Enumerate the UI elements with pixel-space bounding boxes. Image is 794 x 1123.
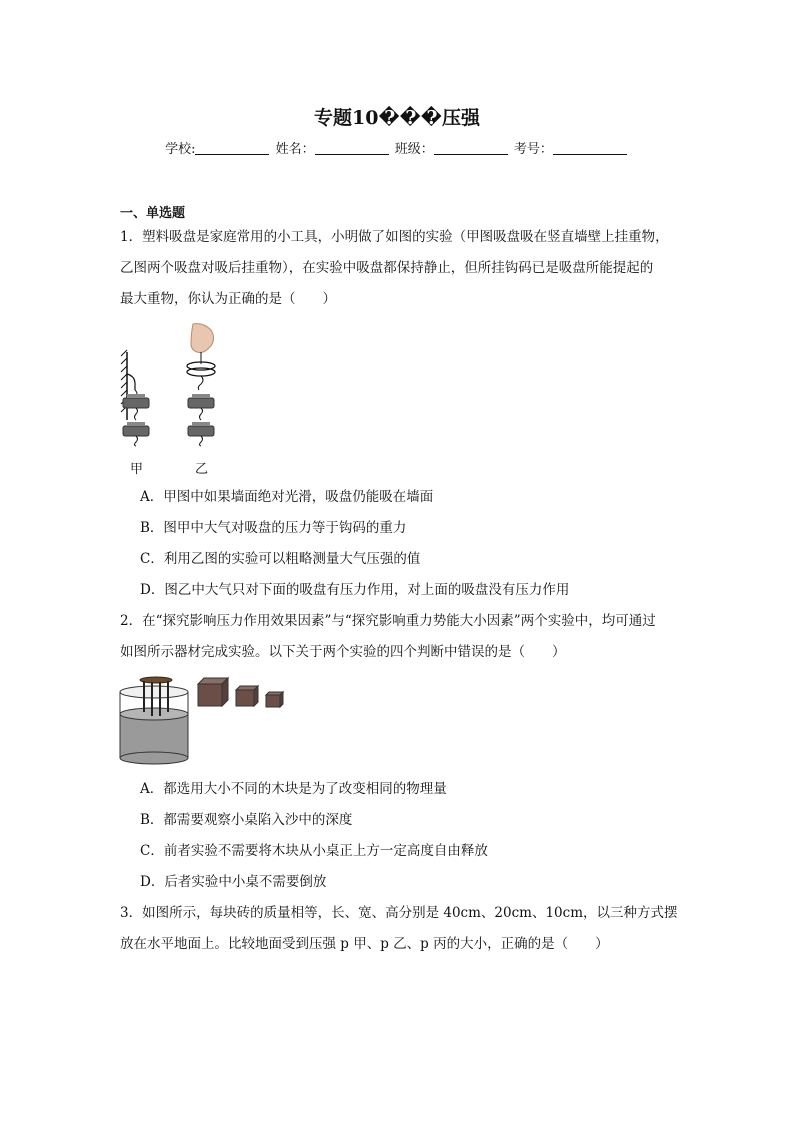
block-small xyxy=(266,692,283,707)
q1-line-2: 乙图两个吸盘对吸后挂重物），在实验中吸盘都保持静止，但所挂钩码已是吸盘所能提起的 xyxy=(120,260,654,276)
q1-option-a[interactable]: A．甲图中如果墙面绝对光滑，吸盘仍能吸在墙面 xyxy=(140,489,434,505)
page-title: 专题10���压强 xyxy=(314,107,480,129)
suction-cup-figure xyxy=(115,322,225,454)
q1-line-1: 1．塑料吸盘是家庭常用的小工具，小明做了如图的实验（甲图吸盘吸在竖直墙壁上挂重物， xyxy=(120,229,669,245)
figure-label-jia: 甲 xyxy=(130,462,144,477)
figure-label-yi: 乙 xyxy=(195,462,209,477)
class-blank[interactable] xyxy=(434,141,508,155)
hand-icon xyxy=(191,324,214,353)
q2-option-a[interactable]: A．都选用大小不同的木块是为了改变相同的物理量 xyxy=(140,781,447,797)
q3-line-1: 3．如图所示，每块砖的质量相等，长、宽、高分别是 40cm、20cm、10cm，以三种方式摆 xyxy=(120,905,678,921)
exam-number-label: 考号： xyxy=(513,142,553,157)
weight-b-bottom xyxy=(188,422,214,436)
section-heading: 一、单选题 xyxy=(120,206,186,221)
q2-option-b[interactable]: B．都需要观察小桌陷入沙中的深度 xyxy=(140,812,353,828)
school-label: 学校: xyxy=(165,142,196,157)
block-large xyxy=(198,678,228,706)
q1-option-c[interactable]: C．利用乙图的实验可以粗略测量大气压强的值 xyxy=(140,551,421,567)
name-label: 姓名： xyxy=(275,142,315,157)
weight-b-top xyxy=(188,394,214,408)
wall-hatching xyxy=(121,350,127,420)
q2-line-1: 2．在“探究影响压力作用效果因素”与“探究影响重力势能大小因素”两个实验中，均可通过 xyxy=(120,613,656,629)
q3-line-2: 放在水平地面上。比较地面受到压强 p 甲、p 乙、p 丙的大小，正确的是（ ） xyxy=(120,936,609,952)
q2-option-c[interactable]: C．前者实验不需要将木块从小桌正上方一定高度自由释放 xyxy=(140,843,488,859)
student-info-row xyxy=(0,138,794,157)
q1-line-3: 最大重物，你认为正确的是（ ） xyxy=(120,291,336,307)
school-blank[interactable] xyxy=(195,141,269,155)
q1-option-d[interactable]: D．图乙中大气只对下面的吸盘有压力作用，对上面的吸盘没有压力作用 xyxy=(140,582,570,598)
sand-table-figure xyxy=(118,674,290,766)
sand-container xyxy=(120,686,188,764)
class-label: 班级： xyxy=(394,142,434,157)
q1-option-b[interactable]: B．图甲中大气对吸盘的压力等于钩码的重力 xyxy=(140,520,407,536)
exam-number-blank[interactable] xyxy=(553,141,627,155)
weight-a-bottom xyxy=(123,422,149,436)
name-blank[interactable] xyxy=(315,141,389,155)
q2-option-d[interactable]: D．后者实验中小桌不需要倒放 xyxy=(140,874,327,890)
block-medium xyxy=(236,686,258,706)
q2-line-2: 如图所示器材完成实验。以下关于两个实验的四个判断中错误的是（ ） xyxy=(120,644,566,660)
